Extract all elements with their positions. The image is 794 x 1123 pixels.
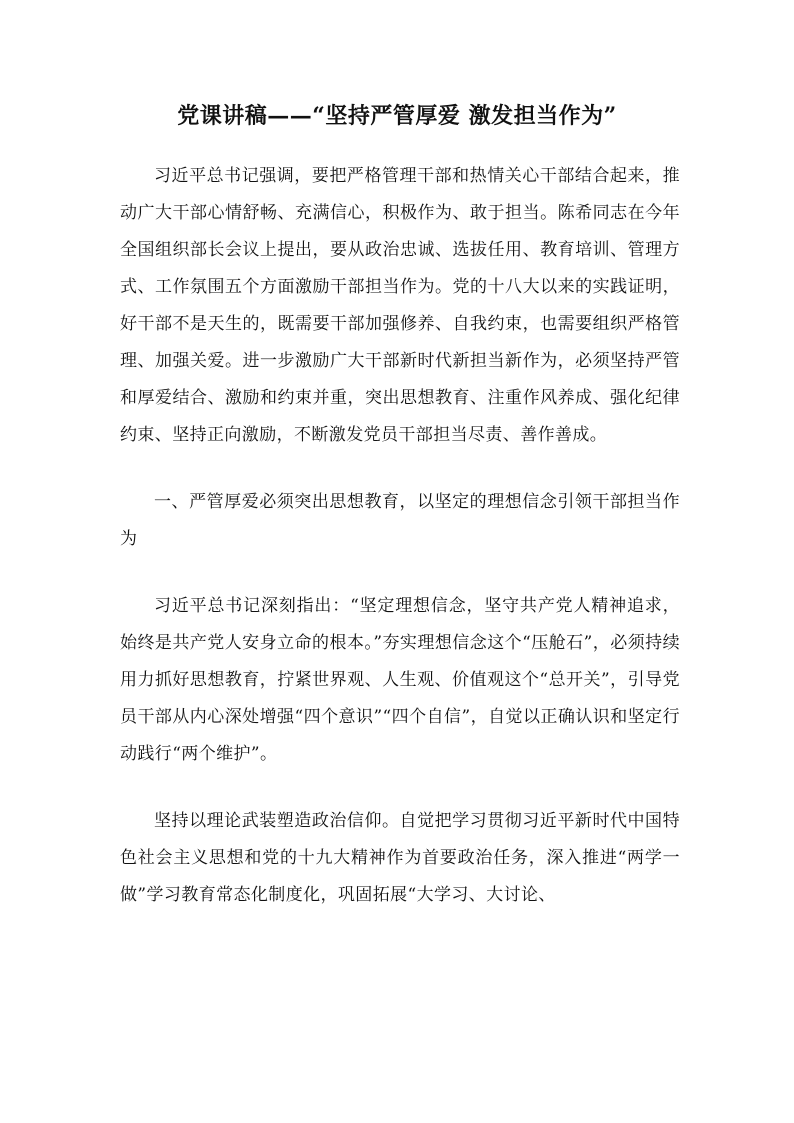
paragraph-quote: 习近平总书记深刻指出：“坚定理想信念，坚守共产党人精神追求，始终是共产党人安身立命的根本。”夯实理想信念这个“压舱石”，必须持续用力抓好思想教育，拧紧世界观、人生观、价值观这个“总开关”，引导党员干部从内心深处增强“四个意识”“四个自信”，自觉以正确认识和坚定行动践行“两个维护”。: [120, 596, 680, 764]
paragraph-gap: [120, 558, 680, 588]
document-body: [120, 158, 680, 914]
document-title: 党课讲稿——“坚持严管厚爱 激发担当作为”: [177, 103, 617, 129]
paragraph-intro: 习近平总书记强调，要把严格管理干部和热情关心干部结合起来，推动广大干部心情舒畅、充满信心，积极作为、敢于担当。陈希同志在今年全国组织部长会议上提出，要从政治忠诚、选拔任用、教育培训、管理方式、工作氛围五个方面激励干部担当作为。党的十八大以来的实践证明，好干部不是天生的，既需要干部加强修养、自我约束，也需要组织严格管理、加强关爱。进一步激励广大干部新时代新担当新作为，必须坚持严管和厚爱结合、激励和约束并重，突出思想教育、注重作风养成、强化纪律约束、坚持正向激励，不断激发党员干部担当尽责、善作善成。: [120, 166, 680, 445]
paragraph-gap: [120, 773, 680, 803]
paragraph-theory: 坚持以理论武装塑造政治信仰。自觉把学习贯彻习近平新时代中国特色社会主义思想和党的十九大精神作为首要政治任务，深入推进“两学一做”学习教育常态化制度化，巩固拓展“大学习、大讨论、: [120, 811, 680, 905]
paragraph-gap: [120, 454, 680, 484]
section-heading-1: 一、严管厚爱必须突出思想教育，以坚定的理想信念引领干部担当作为: [120, 492, 680, 549]
